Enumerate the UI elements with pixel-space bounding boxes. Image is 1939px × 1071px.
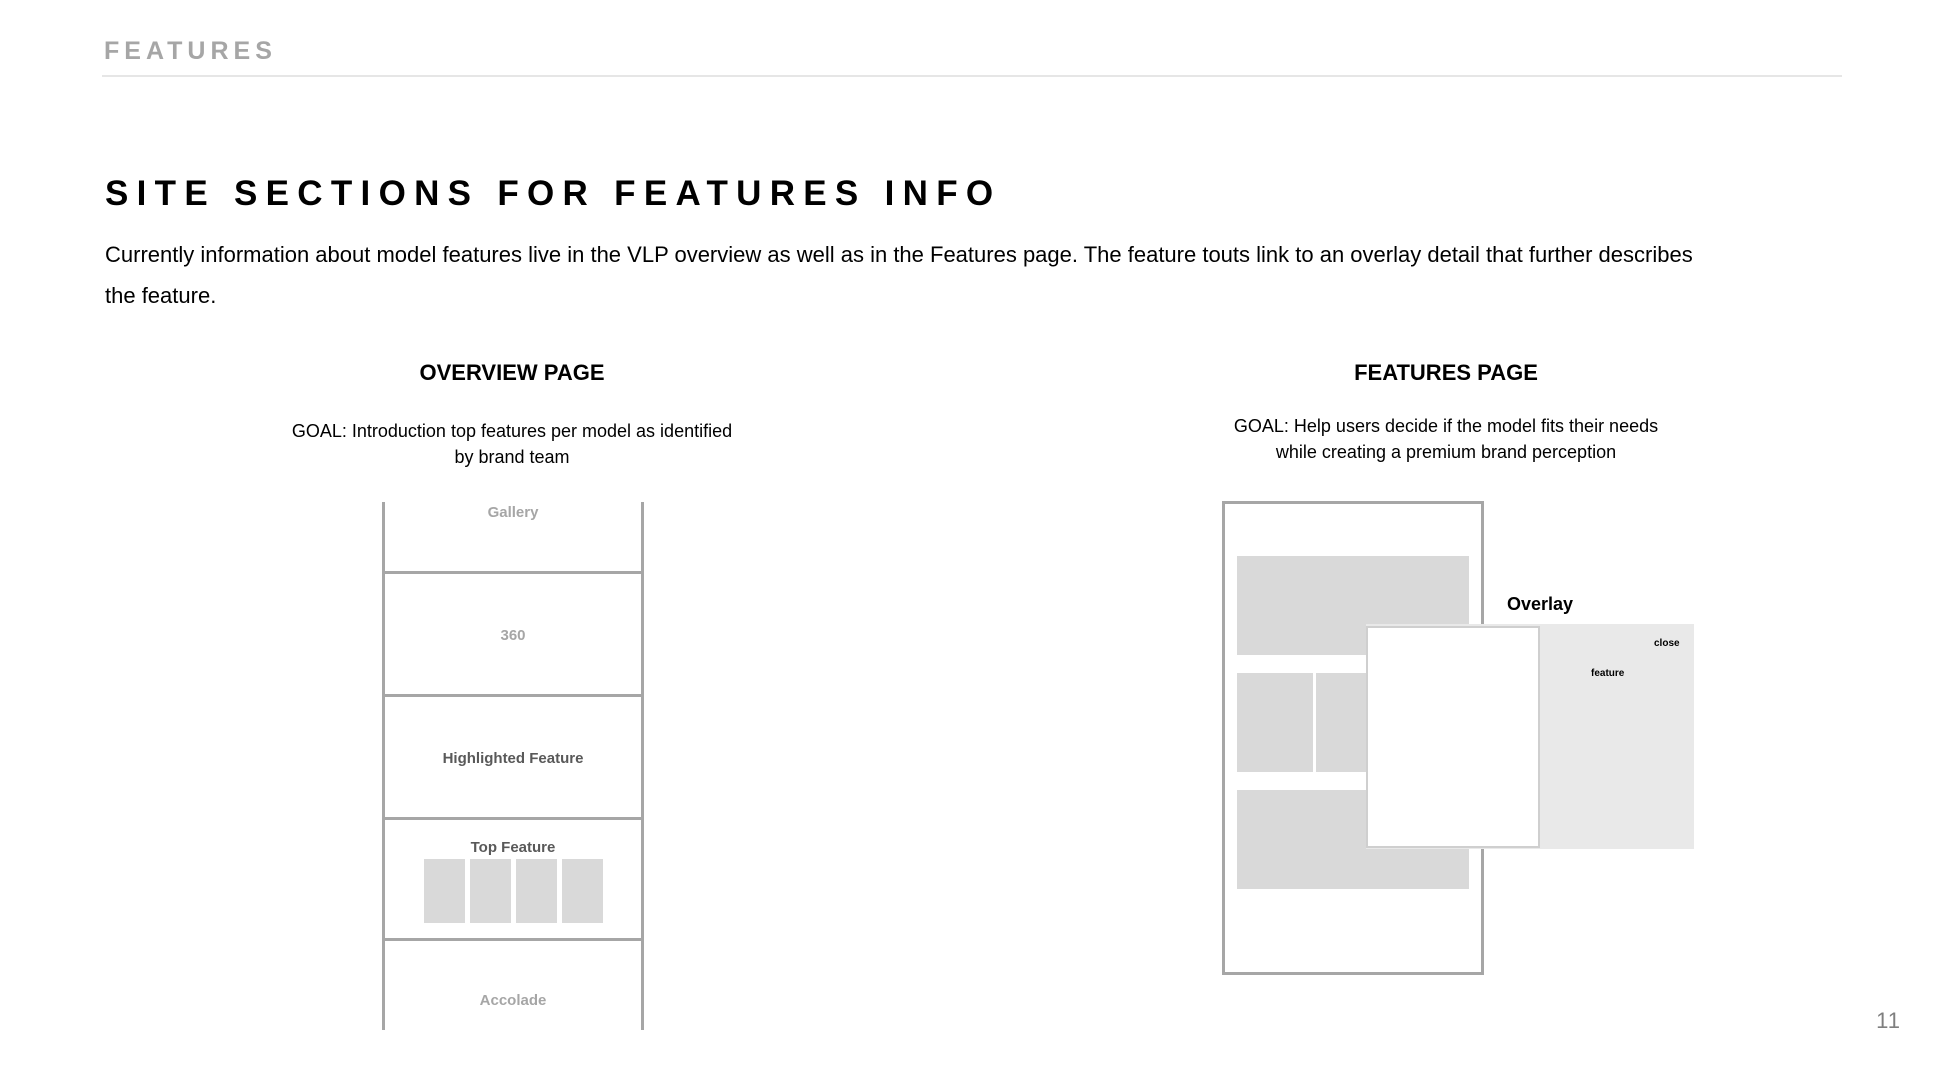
features-goal (1146, 413, 1746, 465)
feature-tout-placeholder (516, 859, 557, 923)
overview-goal-line1: GOAL: Introduction top features per model as identified (291, 421, 733, 441)
overview-goal-line2: by brand team (454, 447, 570, 467)
overlay-feature-text: feature (1591, 668, 1625, 679)
header-divider (102, 75, 1842, 77)
overview-goal (212, 418, 812, 470)
feature-tout-placeholder (424, 859, 465, 923)
overview-page-wireframe (382, 502, 644, 1030)
features-goal-line1: GOAL: Help users decide if the model fits their needs (1233, 416, 1659, 436)
section-top-feature: Top Feature (470, 839, 556, 856)
overview-heading: OVERVIEW PAGE (419, 360, 605, 385)
features-goal-line2: while creating a premium brand perception (1275, 442, 1617, 462)
feature-tout-placeholder (470, 859, 511, 923)
overlay-close-button[interactable]: close (1654, 638, 1680, 649)
overlay-label: Overlay (1507, 594, 1574, 614)
features-heading: FEATURES PAGE (1354, 360, 1538, 385)
section-divider (382, 938, 644, 941)
section-360: 360 (500, 627, 526, 644)
section-highlighted-feature: Highlighted Feature (442, 750, 584, 767)
section-divider (382, 817, 644, 820)
section-label: FEATURES (104, 37, 277, 65)
slide-title: SITE SECTIONS FOR FEATURES INFO (105, 174, 1002, 213)
intro-paragraph: Currently information about model features live in the VLP overview as well as in the Features page. The feature touts link to an overlay detail that further describes the feature. (105, 242, 1693, 308)
page-number: 11 (1876, 1008, 1901, 1033)
section-divider (382, 571, 644, 574)
section-accolade: Accolade (479, 992, 547, 1009)
feature-tout-placeholder (562, 859, 603, 923)
overlay-image-placeholder (1366, 626, 1540, 848)
feature-block-placeholder (1237, 673, 1313, 772)
section-divider (382, 694, 644, 697)
section-gallery: Gallery (487, 504, 539, 521)
